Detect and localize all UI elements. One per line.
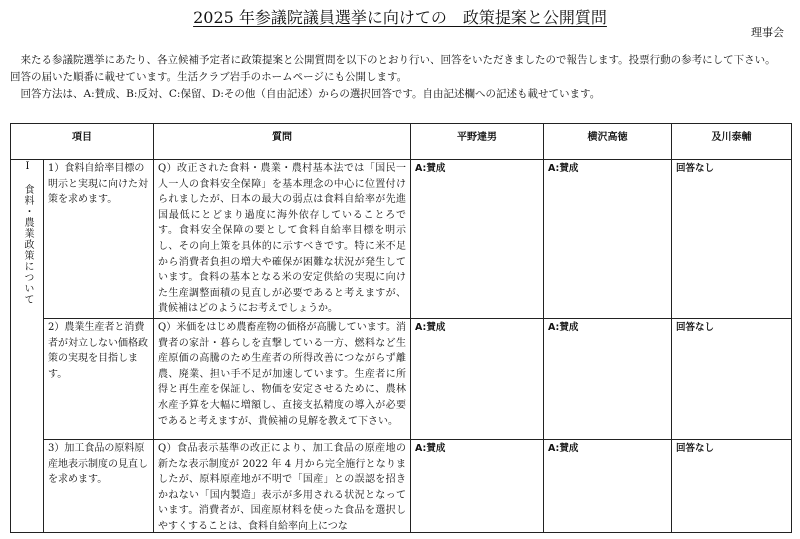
intro-line: 回答方法は、A:賛成、B:反対、C:保留、D:その他（自由記述）からの選択回答です。自由記述欄への記述も載せています。: [10, 88, 601, 100]
intro-line: 来たる参議院選挙にあたり、各立候補予定者に政策提案と公開質問を以下のとおり行い、回答をいただきましたので報告します。投票行動の参考にして下さい。: [10, 54, 776, 66]
category-cell: [11, 160, 44, 533]
answer-candidate-2: A:賛成: [544, 319, 672, 440]
topic-cell: 2）農業生産者と消費者が対立しない価格政策の実現を目指します。: [44, 319, 154, 440]
table-header-row: [11, 124, 792, 160]
table-row: [11, 160, 792, 319]
answer-candidate-2: A:賛成: [544, 160, 672, 319]
category-label: Ⅰ 食料・農業政策について: [22, 161, 33, 305]
answer-candidate-1: A:賛成: [411, 319, 544, 440]
topic-cell: 1）食料自給率目標の明示と実現に向けた対策を求めます。: [44, 160, 154, 319]
header-item: 項目: [11, 124, 154, 160]
question-cell: Q）米価をはじめ農畜産物の価格が高騰しています。消費者の家計・暮らしを直撃している一方、燃料など生産原価の高騰のため生産者の所得改善につながらず離農、廃業、担い手不足が加速しています。生産者に所得と再生産を保証し、物価を安定させるために、農林水産予算を大幅に増額し、直接支払精度の導入が必要であると考えますが、貴候補の見解を教えて下さい。: [154, 319, 411, 440]
document-title: [0, 8, 800, 28]
question-text: Q）食品表示基準の改正により、加工食品の原産地の新たな表示制度が 2022 年 4 月から完全施行となりましたが、原料原産地が不明で「国産」との誤認を招きかねない「国内製造」表示が多用される状況となっています。消費者が、国産原材料を使った食品を選択しやすくすることは、食料自給率向上につな: [158, 443, 406, 531]
header-candidate-1: 平野達男: [411, 124, 544, 160]
document-title-text: 2025 年参議院議員選挙に向けての 政策提案と公開質問: [193, 8, 607, 27]
answer-candidate-1: A:賛成: [411, 160, 544, 319]
organization-label: 理事会: [751, 26, 784, 39]
intro-line: 回答の届いた順番に載せています。生活クラブ岩手のホームページにも公開します。: [10, 71, 408, 83]
header-candidate-2: 横沢高徳: [544, 124, 672, 160]
survey-table: [10, 123, 792, 533]
answer-candidate-3: 回答なし: [672, 440, 792, 533]
header-candidate-3: 及川泰輔: [672, 124, 792, 160]
question-cell: [154, 440, 411, 533]
table-row: [11, 440, 792, 533]
intro-text: [10, 52, 795, 103]
header-question: 質問: [154, 124, 411, 160]
answer-candidate-3: 回答なし: [672, 319, 792, 440]
question-cell: Q）改正された食料・農業・農村基本法では「国民一人一人の食料安全保障」を基本理念の中心に位置付けられましたが、日本の最大の弱点は食料自給率が先進国最低にとどまり過度に海外依存していることろです。食料安全保障の要として食料自給率目標を明示し、その向上策を具体的に示すべきです。特に米不足から消費者負担の増大や確保が困難な状況が発生しています。食料の基本となる米の安定供給の実現に向けた生産調整面積の見直しが必要であると考えますが、貴候補はどのようにお考えでしょうか。: [154, 160, 411, 319]
table-row: [11, 319, 792, 440]
answer-candidate-1: A:賛成: [411, 440, 544, 533]
answer-candidate-3: 回答なし: [672, 160, 792, 319]
topic-text: 3）加工食品の原料原産地表示制度の見直しを求めます。: [48, 443, 148, 486]
topic-cell: [44, 440, 154, 533]
answer-candidate-2: A:賛成: [544, 440, 672, 533]
